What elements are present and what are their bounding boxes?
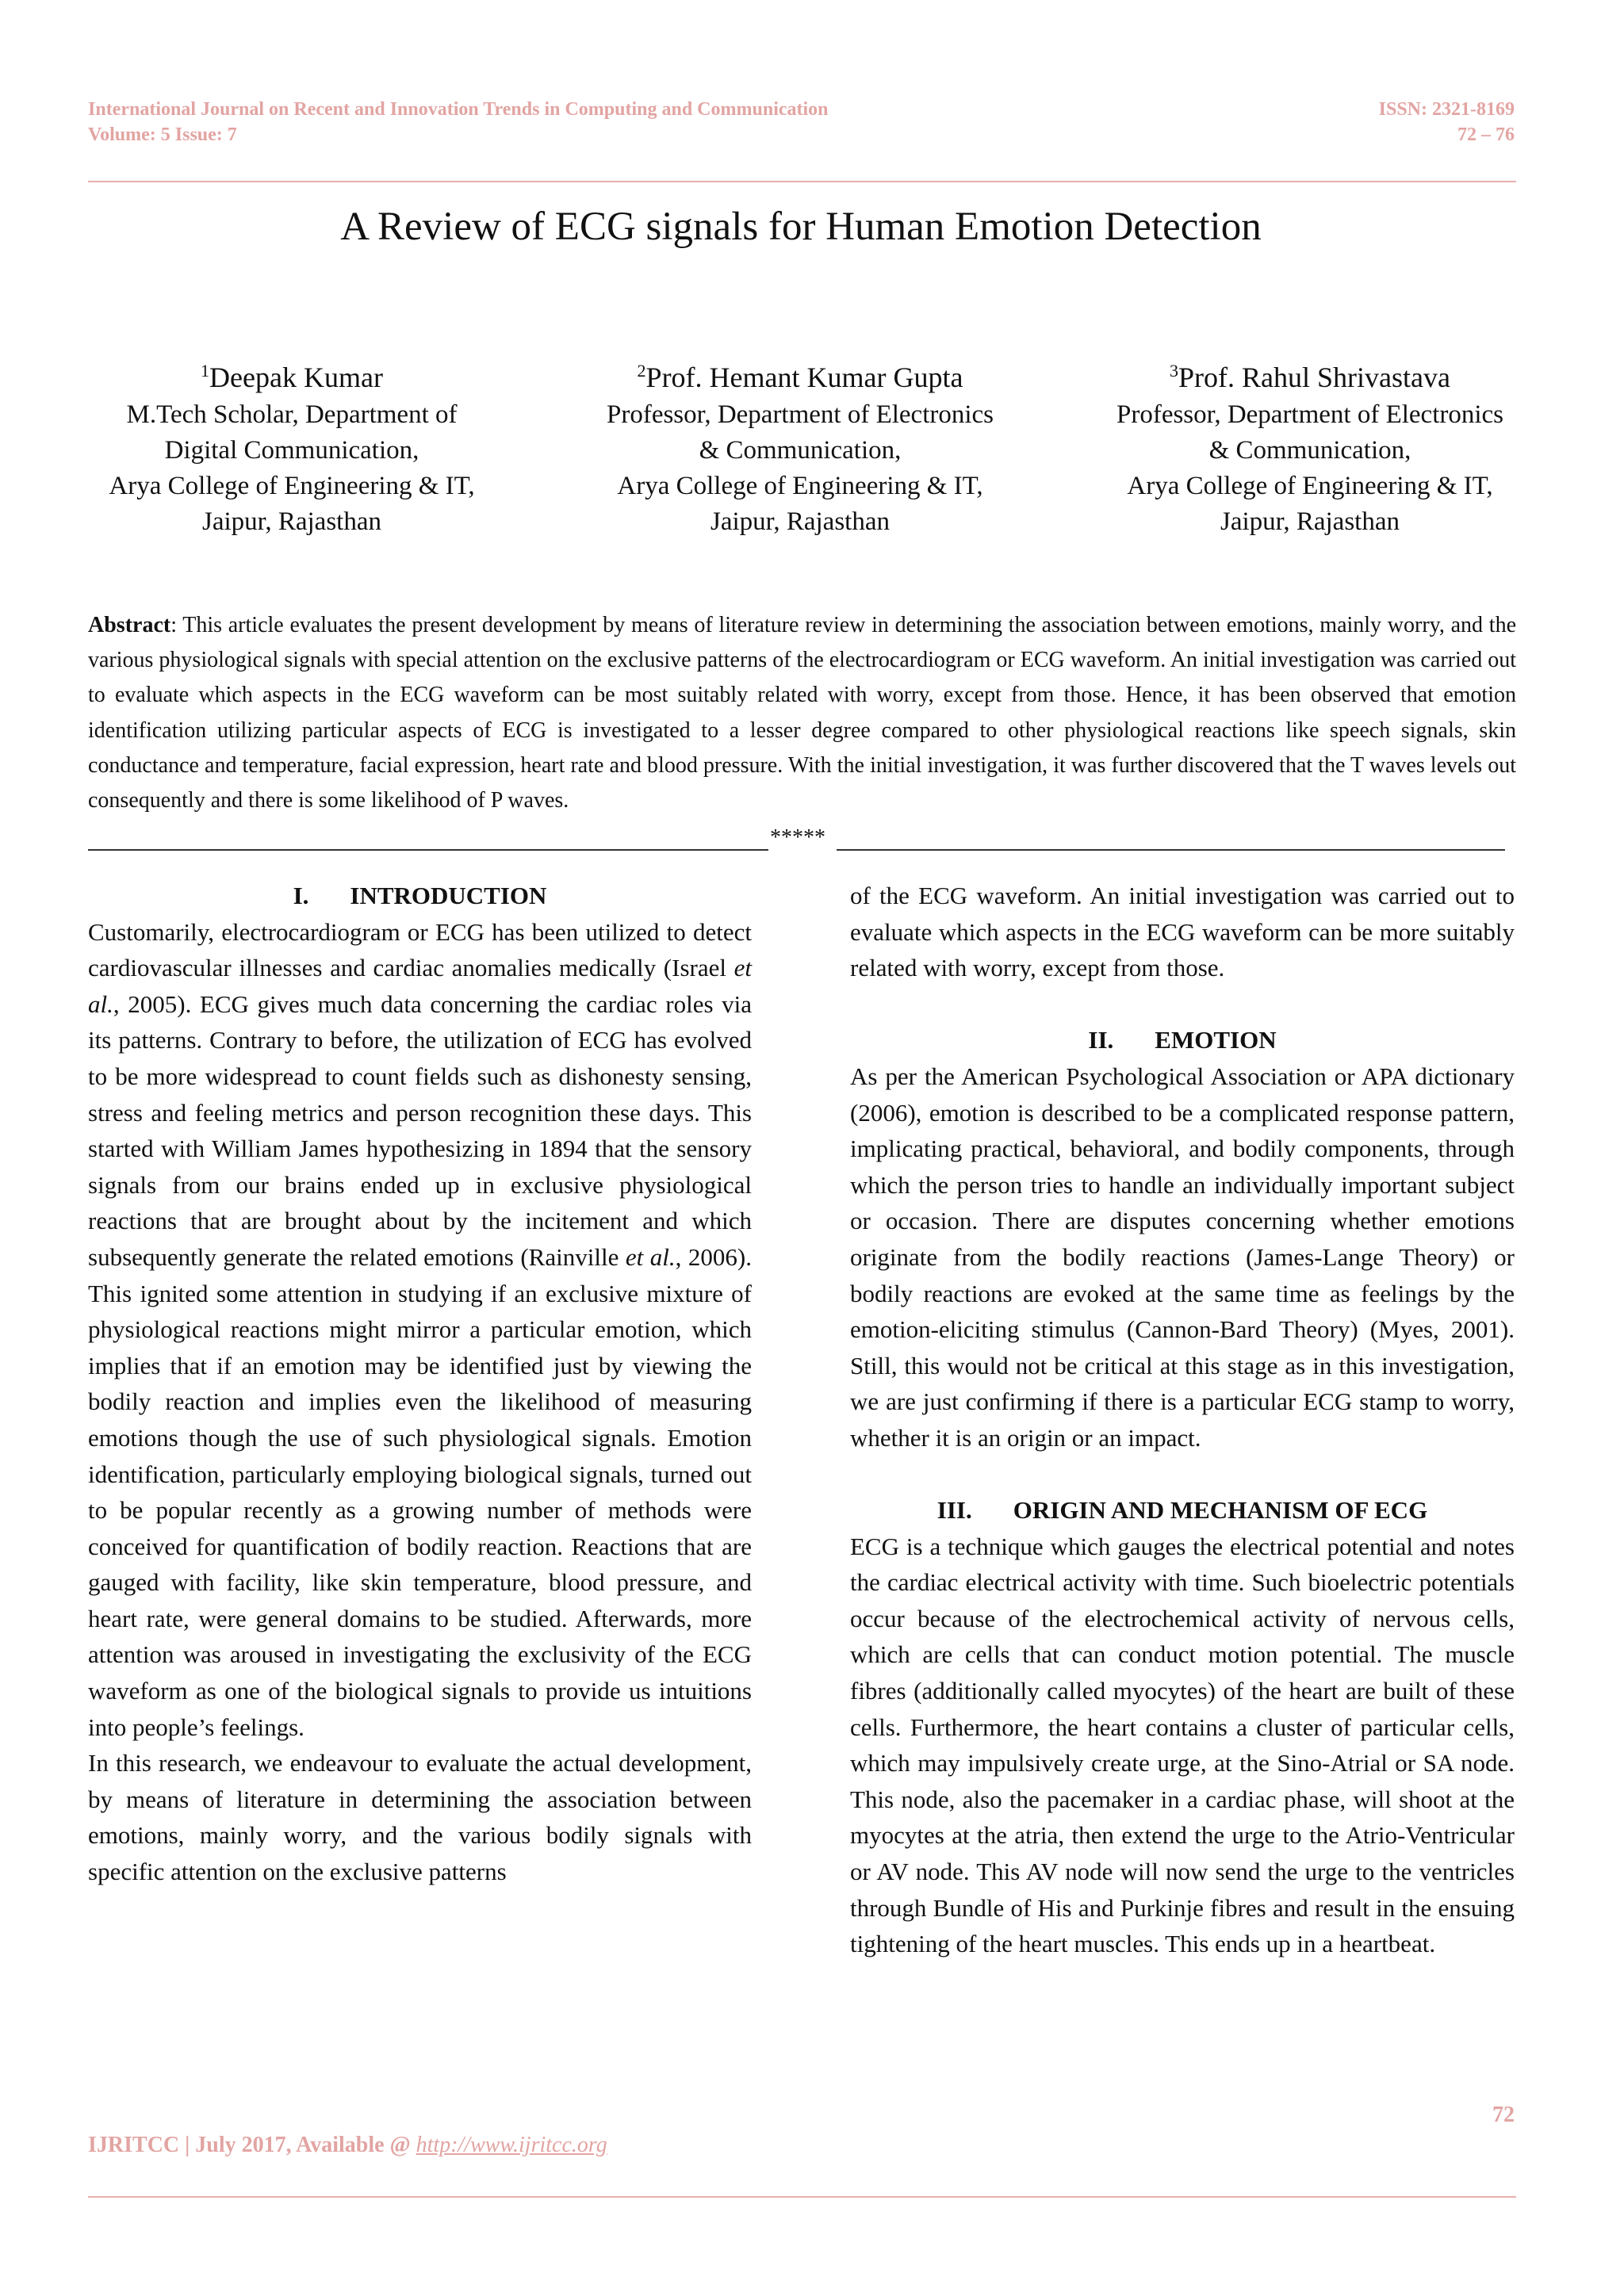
paper-title: A Review of ECG signals for Human Emotion Detection bbox=[340, 205, 1262, 249]
section-number: II. bbox=[1088, 1026, 1114, 1054]
abstract-label: Abstract bbox=[88, 613, 171, 637]
author-affil-line: & Communication, bbox=[1208, 436, 1411, 465]
intro-paragraph-2-continued: of the ECG waveform. An initial investigation was carried out to evaluate which aspects in the ECG waveform can be more suitably related with worry, except from those. bbox=[850, 882, 1515, 982]
footer bbox=[88, 2133, 607, 2158]
spacer bbox=[850, 1456, 1515, 1493]
footer-link[interactable]: http://www.ijritcc.org bbox=[416, 2133, 607, 2157]
running-header-right bbox=[1379, 97, 1515, 147]
author-affil-mark: 2 bbox=[637, 361, 646, 381]
section-title: INTRODUCTION bbox=[350, 882, 547, 909]
section-heading-origin bbox=[850, 1492, 1515, 1529]
citation-etal: et al. bbox=[625, 1242, 676, 1271]
issn: ISSN: 2321-8169 bbox=[1378, 99, 1515, 120]
page-range: 72 – 76 bbox=[1457, 124, 1515, 145]
section-number: I. bbox=[293, 882, 309, 909]
section-heading-introduction bbox=[88, 878, 752, 914]
author-affil-line: & Communication, bbox=[699, 436, 902, 465]
intro-paragraph-2: In this research, we endeavour to evaluate the actual development, by means of literature in determining the association between emotions, mainly worry, and the various bodily signals with specific attention on the exclusive patterns bbox=[88, 1749, 752, 1886]
author-block-2 bbox=[578, 351, 1022, 540]
page-number: 72 bbox=[1492, 2103, 1515, 2127]
citation-etal: et al. bbox=[88, 954, 752, 1018]
spacer bbox=[850, 986, 1515, 1023]
author-name: Deepak Kumar bbox=[209, 362, 383, 393]
separator-rule-left bbox=[88, 849, 768, 851]
origin-paragraph: ECG is a technique which gauges the electrical potential and notes the cardiac electrical activity with time. Such bioelectric potentials occur because of the electrochemical activity of nervous cells, which are cells that can conduct motion potential. The muscle fibres (additionally called myocytes) of the heart are built of these cells. Furthermore, the heart contains a cluster of particular cells, which may impulsively create urge, at the Sino-Atrial or SA node. This node, also the pacemaker in a cardiac phase, will shoot at the myocytes at the atria, then extend the urge to the Atrio-Ventricular or AV node. This AV node will now send the urge to the ventricles through Bundle of His and Purkinje fibres and result in the ensuing tightening of the heart muscles. This ends up in a heartbeat. bbox=[850, 1532, 1515, 1958]
section-heading-emotion bbox=[850, 1022, 1515, 1058]
journal-name: International Journal on Recent and Innovation Trends in Computing and Communication bbox=[88, 99, 829, 120]
volume-issue: Volume: 5 Issue: 7 bbox=[88, 124, 237, 145]
author-affil-line: Jaipur, Rajasthan bbox=[1220, 507, 1400, 536]
section-title: ORIGIN AND MECHANISM OF ECG bbox=[1013, 1496, 1428, 1525]
author-block-3 bbox=[1088, 351, 1532, 540]
running-header-left bbox=[88, 97, 829, 147]
emotion-paragraph: As per the American Psychological Association or APA dictionary (2006), emotion is described to be a complicated response pattern, implicating practical, behavioral, and bodily components, through which the person tries to handle an individually important subject or occasion. There are disputes concerning whether emotions originate from the bodily reactions (James-Lange Theory) or bodily reactions are evoked at the same time as feelings by the emotion-eliciting stimulus (Cannon-Bard Theory) (Myes, 2001). Still, this would not be critical at this stage as in this investigation, we are just confirming if there is a particular ECG stamp to worry, whether it is an origin or an impact. bbox=[850, 1062, 1515, 1452]
author-affil-line: Arya College of Engineering & IT, bbox=[1127, 472, 1493, 500]
author-affil-line: Arya College of Engineering & IT, bbox=[109, 472, 475, 500]
column-left bbox=[88, 878, 752, 1890]
author-affil-line: Professor, Department of Electronics bbox=[1116, 400, 1504, 429]
abstract bbox=[88, 608, 1516, 818]
author-affil-mark: 1 bbox=[201, 361, 210, 381]
section-number: III. bbox=[936, 1496, 972, 1525]
author-affil-line: Professor, Department of Electronics bbox=[606, 400, 994, 429]
author-name: Prof. Hemant Kumar Gupta bbox=[645, 362, 963, 393]
header-rule bbox=[88, 181, 1516, 182]
text-run: , 2006). This ignited some attention in studying if an exclusive mixture of physiological reactions might mirror a particular emotion, which implies that if an emotion may be identified just by viewing the bodily reaction and implies even the likelihood of measuring emotions though the use of such physiological signals. Emotion identification, particularly employing biological signals, turned out to be popular recently as a growing number of methods were conceived for quantification of bodily reaction. Reactions that are gauged with facility, like skin temperature, blood pressure, and heart rate, were general domains to be studied. Afterwards, more attention was aroused in investigating the exclusivity of the ECG waveform as one of the biological signals to provide us intuitions into people’s feelings. bbox=[88, 1242, 752, 1741]
author-affil-line: Jaipur, Rajasthan bbox=[202, 507, 381, 536]
author-block-1 bbox=[70, 351, 514, 540]
footer-rule bbox=[88, 2196, 1516, 2198]
author-affil-mark: 3 bbox=[1170, 361, 1179, 381]
author-name: Prof. Rahul Shrivastava bbox=[1178, 362, 1450, 393]
abstract-text: : This article evaluates the present development by means of literature review in determining the association between emotions, mainly worry, and the various physiological signals with special attention on the exclusive patterns of the electrocardiogram or ECG waveform. An initial investigation was carried out to evaluate which aspects in the ECG waveform can be most suitably related with worry, except from those. Hence, it has been observed that emotion identification utilizing particular aspects of ECG is investigated to a lesser degree compared to other physiological reactions like speech signals, skin conductance and temperature, facial expression, heart rate and blood pressure. With the initial investigation, it was further discovered that the T waves levels out consequently and there is some likelihood of P waves. bbox=[88, 613, 1516, 813]
section-title: EMOTION bbox=[1155, 1026, 1277, 1054]
author-affil-line: Arya College of Engineering & IT, bbox=[617, 472, 983, 500]
author-affil-line: Jaipur, Rajasthan bbox=[710, 507, 890, 536]
separator-stars: ***** bbox=[770, 825, 825, 850]
column-right bbox=[850, 878, 1515, 1962]
intro-paragraph-1 bbox=[88, 914, 752, 1746]
text-run: , 2005). ECG gives much data concerning the cardiac roles via its patterns. Contrary to before, the utilization of ECG has evolved to be more widespread to count fields such as dishonesty sensing, stress and feeling metrics and person recognition these days. This started with William James hypothesizing in 1894 that the sensory signals from our brains ended up in exclusive physiological reactions that are brought about by the incitement and which subsequently generate the related emotions (Rainville bbox=[88, 989, 752, 1271]
author-affil-line: M.Tech Scholar, Department of bbox=[126, 400, 458, 429]
text-run: Customarily, electrocardiogram or ECG has been utilized to detect cardiovascular illnesses and cardiac anomalies medically (Israel bbox=[88, 917, 752, 982]
author-affil-line: Digital Communication, bbox=[164, 436, 419, 465]
separator-rule-right bbox=[837, 849, 1505, 851]
footer-text: IJRITCC | July 2017, Available @ bbox=[88, 2133, 416, 2157]
